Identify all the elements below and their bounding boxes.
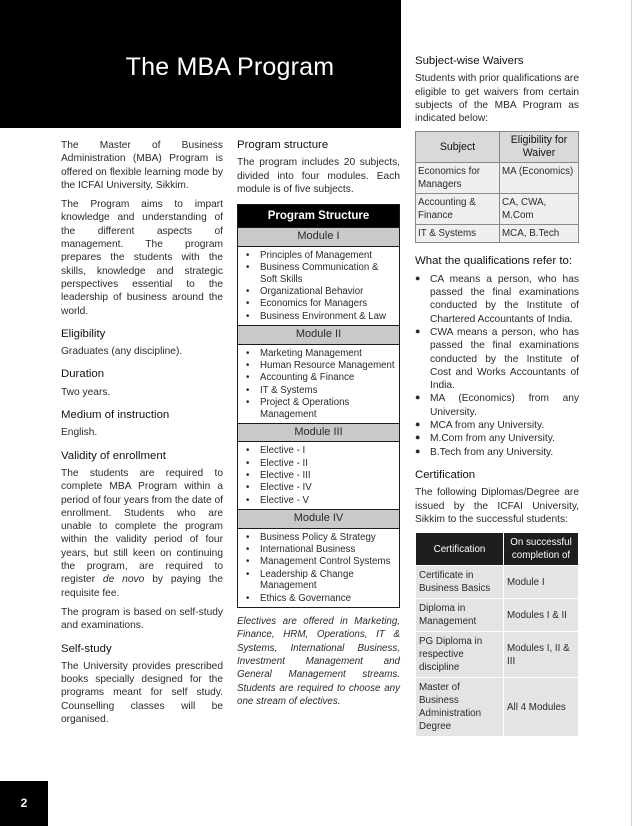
column-left	[61, 139, 223, 732]
qualifications-heading: What the qualifications refer to:	[415, 255, 573, 268]
cert-header-certification: Certification	[416, 533, 504, 566]
module-subject: • Elective - II	[246, 458, 397, 469]
list-item: ● MA (Economics) from any University.	[415, 392, 579, 419]
structure-text: The program includes 20 subjects, divided into four modules. Each module is of five subjects.	[237, 157, 400, 195]
waiver-table	[415, 131, 579, 243]
list-item: ● CA means a person, who has passed the final examinations conducted by the Institute of Chartered Accountants of India.	[415, 273, 579, 326]
module-subject: • Marketing Management	[246, 348, 397, 359]
module-subject-list	[238, 247, 399, 325]
cert-header-completion: On successful completion of	[504, 533, 579, 566]
module-subject: • Business Communication & Soft Skills	[246, 262, 397, 285]
module-subject: • Project & Operations Management	[246, 397, 397, 420]
waiver-table-body	[416, 163, 579, 243]
waiver-header-subject: Subject	[416, 132, 500, 163]
module-subject: • Business Policy & Strategy	[246, 532, 397, 543]
page-edge	[631, 0, 638, 826]
duration-text: Two years.	[61, 386, 111, 398]
validity-heading: Validity of enrollment	[61, 449, 166, 462]
list-item: ● CWA means a person, who has passed the final examinations conducted by the Institute of Cost and Works Accountants of India.	[415, 326, 579, 392]
table-row	[416, 566, 579, 599]
table-cell: MCA, B.Tech	[500, 225, 579, 243]
module-subject: • Human Resource Management	[246, 360, 397, 371]
eligibility-text: Graduates (any discipline).	[61, 346, 183, 358]
program-structure-box	[237, 204, 400, 608]
program-structure-title: Program Structure	[238, 205, 399, 227]
table-row	[416, 632, 579, 678]
certification-text: The following Diplomas/Degree are issued by the ICFAI University, Sikkim to the successful students:	[415, 487, 579, 525]
selfstudy-text: The University provides prescribed books specially designed for the programs meant for self study. Counselling classes will be organised.	[61, 660, 223, 725]
medium-text: English.	[61, 427, 98, 439]
list-item: ● M.Com from any University.	[415, 432, 579, 445]
validity-text	[61, 467, 223, 600]
table-cell: All 4 Modules	[504, 678, 579, 737]
certification-heading: Certification	[415, 468, 476, 481]
table-cell: PG Diploma in respective discipline	[416, 632, 504, 678]
electives-note: Electives are offered in Marketing, Finance, HRM, Operations, IT & Systems, International Business, Investment Management and General Management streams. Students are required to choose any one stream of electives.	[237, 616, 400, 707]
table-row	[416, 194, 579, 225]
module-subject: • International Business	[246, 544, 397, 555]
module-heading: Module IV	[238, 509, 399, 528]
waiver-header-eligibility: Eligibility for Waiver	[500, 132, 579, 163]
table-row	[416, 225, 579, 243]
validity-text-part1: The students are required to complete MBA Program within a period of four years from the date of enrollment. Students who are unable to complete the program within the validity period of four years, but still keen on continuing the program, are required to register	[61, 467, 223, 586]
module-subject: • Economics for Managers	[246, 298, 397, 309]
table-cell: Accounting & Finance	[416, 194, 500, 225]
table-row	[416, 599, 579, 632]
module-subject: • Accounting & Finance	[246, 372, 397, 383]
selfstudy-note: The program is based on self-study and examinations.	[61, 606, 223, 632]
table-cell: Master of Business Administration Degree	[416, 678, 504, 737]
medium-heading: Medium of instruction	[61, 409, 170, 422]
module-heading: Module I	[238, 227, 399, 246]
cert-table-body	[416, 566, 579, 737]
module-heading: Module III	[238, 423, 399, 442]
module-subject: • Ethics & Governance	[246, 593, 397, 604]
column-right	[415, 55, 579, 737]
column-middle	[237, 139, 400, 714]
modules-container	[238, 227, 399, 607]
qualifications-list	[415, 273, 579, 459]
table-cell: Certificate in Business Basics	[416, 566, 504, 599]
module-subject: • IT & Systems	[246, 385, 397, 396]
module-subject-list	[238, 529, 399, 607]
table-cell: Modules I, II & III	[504, 632, 579, 678]
table-cell: CA, CWA, M.Com	[500, 194, 579, 225]
eligibility-heading: Eligibility	[61, 327, 106, 340]
waivers-text: Students with prior qualifications are eligible to get waivers from certain subjects of the MBA Program as indicated below:	[415, 73, 579, 125]
validity-text-part2: by paying the requisite fee.	[61, 574, 223, 599]
certification-table	[415, 532, 579, 737]
list-item: ● B.Tech from any University.	[415, 446, 579, 459]
table-cell: MA (Economics)	[500, 163, 579, 194]
table-cell: Modules I & II	[504, 599, 579, 632]
module-subject-list	[238, 345, 399, 423]
table-row	[416, 163, 579, 194]
module-subject: • Elective - IV	[246, 482, 397, 493]
table-cell: Diploma in Management	[416, 599, 504, 632]
module-subject: • Principles of Management	[246, 250, 397, 261]
header-banner	[0, 0, 401, 128]
table-cell: Module I	[504, 566, 579, 599]
module-subject: • Business Environment & Law	[246, 311, 397, 322]
table-row	[416, 678, 579, 737]
module-subject: • Management Control Systems	[246, 556, 397, 567]
module-subject-list	[238, 442, 399, 509]
table-cell: IT & Systems	[416, 225, 500, 243]
module-subject: • Organizational Behavior	[246, 286, 397, 297]
module-subject: • Elective - I	[246, 445, 397, 456]
intro-paragraph: The Master of Business Administration (MBA) Program is offered on flexible learning mode by the ICFAI University, Sikkim.	[61, 140, 223, 191]
module-subject: • Elective - III	[246, 470, 397, 481]
duration-heading: Duration	[61, 368, 105, 381]
waivers-heading: Subject-wise Waivers	[415, 55, 524, 67]
list-item: ● MCA from any University.	[415, 419, 579, 432]
selfstudy-heading: Self-study	[61, 642, 112, 655]
module-subject: • Leadership & Change Management	[246, 569, 397, 592]
table-cell: Economics for Managers	[416, 163, 500, 194]
aims-paragraph: The Program aims to impart knowledge and understanding of the different aspects of management. The program prepares the students with the skills, knowledge and strategic perspectives essential to the leadership of business around the world.	[61, 199, 223, 317]
structure-heading: Program structure	[237, 139, 329, 151]
page-title: The MBA Program	[125, 53, 335, 81]
module-heading: Module II	[238, 325, 399, 344]
module-subject: • Elective - V	[246, 495, 397, 506]
validity-text-italic: de novo	[102, 574, 145, 586]
page-number: 2	[0, 781, 48, 826]
